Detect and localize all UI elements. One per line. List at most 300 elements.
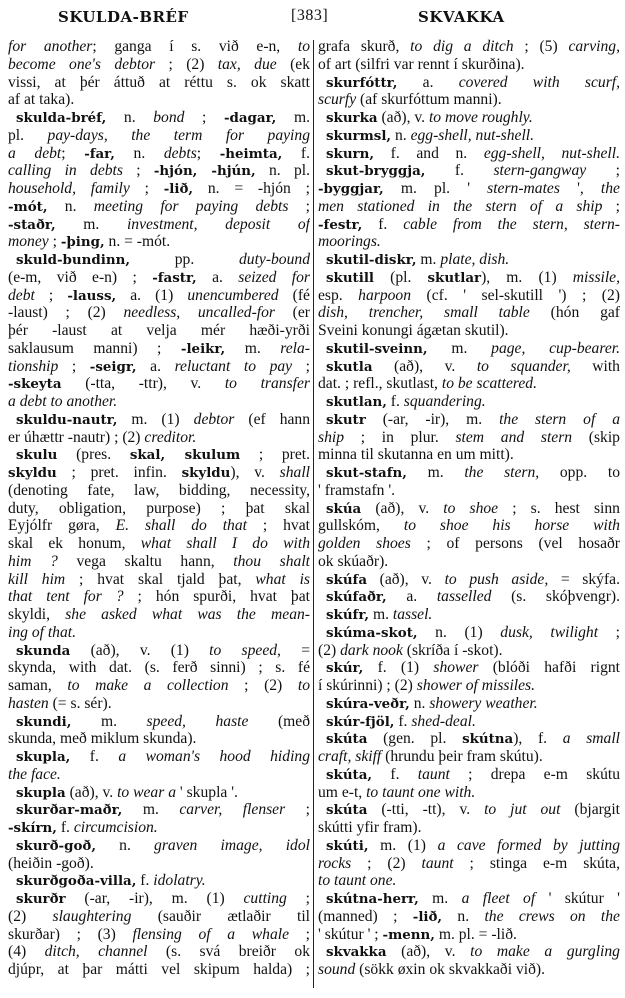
body-text: (s. svá breiðr ok (147, 943, 310, 961)
entry-first-line (318, 269, 620, 287)
body-text: ; (286, 890, 310, 907)
body-text: ), f. (513, 730, 563, 748)
entry-first-line (318, 624, 620, 642)
definition-text: thou shalt (233, 552, 310, 570)
entry-first-line (8, 411, 310, 429)
text-line (8, 340, 310, 358)
body-text: (hón gaf (529, 304, 620, 322)
text-line (8, 571, 310, 589)
text-line (318, 180, 620, 198)
headword: skúta (326, 731, 368, 748)
body-text: gullskóm, (318, 517, 404, 535)
body-text: (er (274, 304, 310, 322)
definition-text: craft, skiff (318, 748, 382, 765)
definition-text: tasselled (436, 588, 492, 606)
text-line (318, 642, 620, 660)
entry-first-line (8, 446, 310, 464)
definition-text: plate, dish. (440, 251, 510, 268)
body-text: n. (106, 109, 154, 126)
definition-text: stem and stern (455, 428, 573, 446)
entry-first-line (318, 340, 620, 358)
headword: skut-stafn, (326, 465, 407, 481)
body-text: (-ar, -ir), m. (1) (65, 890, 244, 907)
definition-text: speed, haste (146, 712, 249, 730)
body-text: f. (362, 215, 404, 233)
body-text: ; s. hest sinn (498, 499, 620, 517)
body-text: (2) (8, 907, 53, 925)
body-text: pl. (8, 126, 48, 144)
text-line (318, 517, 620, 535)
definition-text: rocks (318, 854, 352, 872)
text-line (8, 961, 310, 979)
text-line (318, 287, 620, 305)
body-text: ' skupla '. (176, 783, 238, 801)
headword: skut-bryggja, (326, 163, 426, 180)
text-line (8, 766, 310, 784)
definition-text: pay-days, the term for paying (47, 126, 310, 144)
entry-first-line (8, 109, 310, 127)
entry-first-line (318, 74, 620, 92)
body-text: a. (136, 357, 175, 375)
text-line (318, 872, 620, 890)
body-text: (cf. ' sel-skutill ') ; (2) (411, 286, 620, 304)
headword: skúma-skot, (326, 624, 418, 641)
headword: -leikr, (180, 340, 226, 357)
definition-text: tax, due (217, 55, 277, 73)
body-text: a. (397, 73, 459, 91)
body-text: (manned) ; (318, 907, 413, 925)
definition-text: ing of that. (8, 623, 77, 641)
body-text: (blóði hafði rignt (478, 659, 620, 677)
body-text: ; (122, 162, 154, 180)
text-line (8, 198, 310, 216)
body-text: a. (196, 268, 239, 286)
body-text: n. = -hjón ; (193, 180, 310, 197)
headword: -lauss, (67, 287, 117, 304)
text-line (318, 535, 620, 553)
body-text: m. (1) (117, 410, 194, 428)
body-text: m. (406, 464, 465, 481)
body-text: vega skaltu hann, (57, 552, 234, 570)
body-text: af at taka). (8, 91, 75, 109)
body-text: ; hvat (246, 517, 310, 535)
headword: skyldu (181, 465, 231, 481)
text-line (318, 375, 620, 393)
definition-text: to taunt one with. (366, 783, 476, 801)
definition-text: to (297, 677, 310, 694)
body-text: opp. to (539, 464, 620, 481)
body-text: n. (47, 197, 94, 215)
body-text: f. (56, 819, 74, 836)
headword: skulda-bréf, (16, 110, 107, 126)
text-line (8, 926, 310, 944)
body-text: (-tta, -ttr), v. (61, 375, 225, 393)
body-text: (bjargit (560, 801, 620, 819)
text-line (318, 819, 620, 837)
definition-text: tassel. (392, 606, 433, 623)
entry-first-line (318, 145, 620, 163)
definition-text: missile, (572, 268, 620, 286)
body-text: m. (55, 215, 127, 233)
entry-first-line (318, 571, 620, 589)
headword: skúr, (326, 660, 364, 677)
headword: skúta, (326, 766, 373, 783)
text-line (8, 695, 310, 713)
body-text: ' framstafn '. (318, 481, 396, 499)
headword: -staðr, (8, 216, 56, 233)
text-line (8, 38, 310, 56)
definition-text: creditor. (144, 428, 197, 446)
text-line (8, 74, 310, 92)
body-text: (4) (8, 943, 45, 961)
text-line (318, 446, 620, 464)
body-text: m. pl. = -lið. (434, 925, 517, 943)
definition-text: that tent for ? (8, 588, 124, 606)
body-text: f. (372, 765, 418, 783)
definition-text: dusk, twilight (500, 623, 599, 641)
text-line (318, 322, 620, 340)
body-text: ; (58, 357, 90, 375)
definition-text: to jut out (484, 801, 561, 819)
definition-text: ship (318, 428, 344, 446)
definition-text: circumcision. (73, 819, 158, 836)
body-text: ), v. (230, 464, 280, 481)
headword: skúfr, (326, 607, 370, 623)
definition-text: carving, (568, 38, 620, 55)
body-text: f. (394, 712, 412, 730)
definition-text: harpoon (358, 286, 412, 304)
entry-first-line (318, 500, 620, 518)
headword: skutlar (427, 269, 482, 286)
entry-first-line (318, 659, 620, 677)
text-line (318, 198, 620, 216)
body-text: skynda, with dat. (s. ferð sinni) ; s. fé (8, 659, 310, 677)
entry-first-line (318, 837, 620, 855)
headword: -lið, (163, 181, 194, 197)
definition-text: to shoe (443, 499, 499, 517)
entry-first-line (8, 872, 310, 890)
body-text: (pres. (57, 446, 130, 464)
definition-text: to dig a ditch (410, 38, 514, 55)
headword: -skírn, (8, 820, 57, 836)
body-text: m. (418, 890, 462, 907)
body-text: ; in plur. (344, 428, 456, 446)
text-line (318, 482, 620, 500)
definition-text: a cave formed by jutting (437, 836, 620, 854)
body-text: duty, obligation, purpose) ; þat skal (8, 499, 310, 517)
text-line (8, 500, 310, 518)
body-text: ; (289, 925, 310, 943)
headword: skurn, (326, 145, 375, 162)
text-line (8, 216, 310, 234)
definition-text: reluctant to pay (174, 357, 293, 375)
headword: skuld-bundinn, (16, 252, 130, 268)
body-text: saman, (8, 677, 68, 694)
entry-first-line (318, 162, 620, 180)
definition-text: dark nook (340, 641, 403, 659)
body-text: ; (285, 801, 310, 819)
text-line (318, 855, 620, 873)
text-line (8, 943, 310, 961)
body-text: m. (416, 251, 441, 268)
text-line (8, 91, 310, 109)
definition-text: egg-shell, nut-shell. (483, 144, 620, 162)
body-text: ; stinga e-m skúta, (453, 854, 620, 872)
headword: skal, skulum (129, 447, 241, 464)
headword: -menn, (382, 926, 435, 943)
text-line (318, 961, 620, 979)
definition-text: to shoe his horse with (403, 517, 620, 535)
text-line (318, 216, 620, 234)
definition-text: a debt to another. (8, 393, 118, 410)
definition-text: a woman's hood hiding (118, 748, 310, 765)
definition-text: become one's debtor (8, 55, 156, 73)
definition-text: taunt (417, 765, 450, 783)
left-guide-word: SKULDA-BRÉF (58, 8, 189, 26)
body-text: (skip (572, 428, 620, 446)
definition-text: taunt (421, 854, 454, 872)
body-text: m. (369, 606, 393, 623)
body-text: (hrundu þeir fram skútu). (381, 748, 543, 765)
headword: -fastr, (152, 269, 197, 286)
entry-first-line (8, 713, 310, 731)
body-text: (e-m, við e-n) ; (8, 268, 153, 286)
body-text: saklausum manni) ; (8, 339, 181, 357)
body-text: n. (95, 836, 155, 854)
body-text: (2) (318, 641, 341, 659)
definition-text: men stationed in the stern of a ship (318, 197, 603, 215)
body-text: (sauðir ætlaðir til (131, 907, 310, 925)
column-divider (313, 40, 314, 988)
body-text: vissi, at þér áttuð at réttu s. ok skatt (8, 73, 310, 91)
right-column (318, 38, 620, 979)
headword: -mót, (8, 198, 48, 215)
body-text: um e-t, (318, 783, 367, 801)
definition-text: the stern of a (499, 410, 620, 428)
headword: skútna (462, 731, 514, 748)
headword: skuldu-nautr, (16, 411, 118, 428)
body-text: f. (282, 144, 310, 162)
headword: skvakka (326, 944, 387, 961)
text-line (8, 908, 310, 926)
headword: skurðr (16, 891, 66, 907)
definition-text: moorings. (318, 233, 381, 251)
body-text: ; (598, 623, 620, 641)
headword: skundi, (16, 713, 72, 730)
entry-first-line (8, 890, 310, 908)
definition-text: ditch, channel (44, 943, 148, 961)
body-text: (að), v. (386, 943, 471, 961)
headword: -festr, (318, 216, 363, 233)
body-text: ), m. (1) (481, 268, 573, 286)
definition-text: household, family (8, 180, 130, 197)
definition-text: to (297, 38, 310, 55)
text-line (318, 91, 620, 109)
text-line (8, 304, 310, 322)
definition-text: shed-deal. (411, 712, 476, 730)
text-line (8, 393, 310, 411)
text-line (8, 162, 310, 180)
definition-text: to wear a (117, 783, 176, 801)
definition-text: cable from the stern, stern- (403, 215, 620, 233)
body-text: n. pl. (255, 162, 310, 180)
body-text: ; (2) (155, 55, 218, 73)
body-text: a. (386, 588, 437, 606)
headword: -heimta, (219, 145, 283, 162)
body-text: Sveini konungi ágætan skutil). (318, 322, 509, 339)
body-text: djúpr, at þar mátti vel skipum halda) ; (8, 961, 310, 978)
headword: skunda (16, 642, 71, 659)
headword: skutill (326, 269, 374, 286)
text-line (8, 659, 310, 677)
headword: -byggjar, (318, 181, 384, 197)
body-text: ; (288, 197, 310, 215)
body-text: -laust) ; (2) (8, 304, 124, 322)
headword: skutlan, (326, 394, 387, 410)
body-text: ; (48, 233, 61, 251)
definition-text: debt (8, 286, 35, 304)
text-line (8, 677, 310, 695)
definition-text: the face. (8, 765, 61, 783)
definition-text: shall (279, 464, 310, 481)
headword: -seigr, (89, 358, 137, 375)
body-text: skunda, með miklum skunda). (8, 730, 197, 748)
definition-text: dish, trencher, small table (318, 304, 530, 322)
text-line (8, 482, 310, 500)
body-text: n. (409, 694, 430, 712)
text-line (8, 233, 310, 251)
text-line (8, 855, 310, 873)
body-text: (-tti, -tt), v. (367, 801, 485, 819)
definition-text: E. shall do that (115, 517, 247, 535)
body-text: ; (586, 162, 620, 180)
text-line (318, 677, 620, 695)
text-line (318, 56, 620, 74)
body-text: skyldi, (8, 606, 66, 623)
entry-first-line (318, 588, 620, 606)
body-text: f. (386, 393, 404, 410)
entry-first-line (318, 730, 620, 748)
definition-text: shower of missiles. (416, 677, 536, 694)
definition-text: showery weather. (429, 694, 538, 712)
text-line (8, 322, 310, 340)
entry-first-line (318, 127, 620, 145)
definition-text: hasten (8, 694, 49, 712)
body-text: n. (442, 907, 485, 925)
body-text: þér -laust at velja mér hæði-yrði (8, 322, 310, 339)
body-text: Eyjólfr gøra, (8, 517, 116, 535)
definition-text: to be scattered. (441, 375, 537, 393)
body-text: (ef hann (234, 410, 310, 428)
definition-text: the crews on the (484, 907, 620, 925)
headword: -skeyta (8, 376, 62, 393)
entry-first-line (318, 713, 620, 731)
body-text: í skúrinni) ; (2) (318, 677, 417, 694)
body-text: m. (427, 339, 492, 357)
definition-text: debtor (193, 410, 235, 428)
body-text: grafa skurð, (318, 38, 411, 55)
body-text: f. (70, 748, 119, 765)
entry-first-line (318, 801, 620, 819)
definition-text: money (8, 233, 49, 251)
headword: skúra-veðr, (326, 695, 410, 712)
body-text: m. (71, 712, 147, 730)
body-text: ; hvat skal tjald þat, (65, 570, 256, 588)
text-line (8, 588, 310, 606)
body-text: minna til skutanna en um mitt). (318, 446, 514, 464)
definition-text: bond (153, 109, 185, 126)
headword: skúfaðr, (326, 589, 387, 606)
body-text: ; (34, 286, 68, 304)
headword: skutil-sveinn, (326, 340, 428, 357)
definition-text: needless, uncalled-for (123, 304, 275, 322)
body-text: (pl. (374, 268, 428, 286)
definition-text: to transfer (224, 375, 310, 393)
body-text: ; (196, 144, 220, 162)
body-text: ; (184, 109, 224, 126)
body-text: ; hón spurði, hvat þat (123, 588, 310, 606)
text-line (8, 127, 310, 145)
entry-first-line (318, 464, 620, 482)
body-text: (að), v. (361, 499, 444, 517)
headword: skúfa (326, 571, 367, 588)
body-text: = (280, 641, 310, 659)
body-text: f. (136, 872, 154, 890)
headword: skyldu (8, 465, 57, 481)
body-text: (að), v. (65, 783, 118, 801)
definition-text: egg-shell, nut-shell. (410, 126, 535, 144)
definition-text: covered with scurf, (458, 73, 620, 91)
entry-first-line (318, 943, 620, 961)
text-line (8, 553, 310, 571)
text-line (318, 553, 620, 571)
headword: skúta (326, 802, 368, 819)
text-line (8, 269, 310, 287)
definition-text: to squander, (476, 357, 571, 375)
text-line (8, 819, 310, 837)
body-text: ; (292, 357, 310, 375)
text-line (8, 464, 310, 482)
entry-first-line (318, 766, 620, 784)
body-text: (að), v. (377, 109, 429, 126)
definition-text: golden shoes (318, 535, 411, 552)
text-line (318, 926, 620, 944)
body-text: ; of persons (vel hosaðr (410, 535, 620, 552)
headword: skulu (16, 447, 58, 464)
definition-text: graven image, idol (154, 836, 310, 854)
text-line (8, 429, 310, 447)
definition-text: squandering. (403, 393, 486, 410)
body-text: (= s. sér). (48, 694, 112, 712)
body-text: skurðar) ; (3) (8, 925, 133, 943)
definition-text: carver, flenser (179, 801, 286, 819)
body-text: (ek (276, 55, 310, 73)
definition-text: for another (8, 38, 93, 55)
definition-text: a debt (8, 144, 62, 162)
entry-first-line (318, 411, 620, 429)
body-text: m. (122, 801, 180, 819)
text-line (8, 180, 310, 198)
entry-first-line (318, 358, 620, 376)
body-text: (gen. pl. (367, 730, 463, 748)
body-text: n. = -mót. (104, 233, 171, 251)
definition-text: what shall I do with (140, 535, 310, 552)
left-column (8, 38, 310, 979)
entry-first-line (318, 393, 620, 411)
definition-text: calling in debts (8, 162, 123, 180)
body-text: (með (248, 712, 310, 730)
definition-text: him ? (8, 552, 58, 570)
